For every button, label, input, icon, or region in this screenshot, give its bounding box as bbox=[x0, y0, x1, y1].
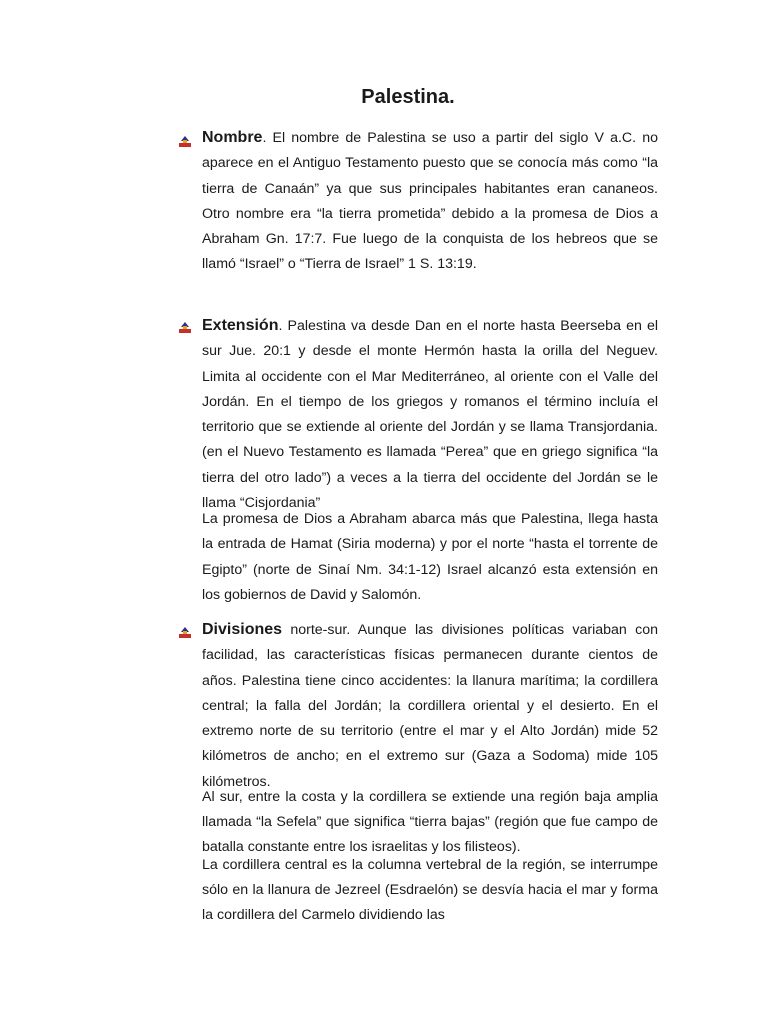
section-extension bbox=[202, 313, 658, 516]
arrow-bullet-icon bbox=[178, 322, 192, 334]
section-divisiones bbox=[202, 617, 658, 795]
section-term: Nombre bbox=[202, 129, 263, 146]
section-text: . Palestina va desde Dan en el norte hasta Beerseba en el sur Jue. 20:1 y desde el monte Hermón hasta la orilla del Neguev. Limita al occidente con el Mar Mediterráneo, al oriente con el Valle del Jordán. En el tiempo de los griegos y romanos el término incluía el territorio que se extiende al oriente del Jordán y se llama Transjordania. (en el Nuevo Testamento es llamada “Perea” que en griego significa “la tierra del otro lado”) a veces a la tierra del occidente del Jordán se le llama “Cisjordania” bbox=[202, 318, 658, 512]
section-term: Divisiones bbox=[202, 621, 283, 638]
section-divisiones-sefela: Al sur, entre la costa y la cordillera se extiende una región baja amplia llamada “la Sefela” que significa “tierra bajas” (región que fue campo de batalla constante entre los israelitas y los filisteos). bbox=[202, 789, 658, 855]
section-extension-continued: La promesa de Dios a Abraham abarca más que Palestina, llega hasta la entrada de Hamat (Siria moderna) y por el norte “hasta el torrente de Egipto” (norte de Sinaí Nm. 34:1-12) Israel alcanzó esta extensión en los gobiernos de David y Salomón. bbox=[202, 511, 658, 603]
section-term: Extensión bbox=[202, 317, 279, 334]
arrow-bullet-icon bbox=[178, 136, 192, 148]
section-text: norte-sur. Aunque las divisiones políticas variaban con facilidad, las características físicas permanecen durante cientos de años. Palestina tiene cinco accidentes: la llanura marítima; la cordillera central; la falla del Jordán; la cordillera oriental y el desierto. En el extremo norte de su territorio (entre el mar y el Alto Jordán) mide 52 kilómetros de ancho; en el extremo sur (Gaza a Sodoma) mide 105 kilómetros. bbox=[202, 622, 658, 790]
section-divisiones-cordillera: La cordillera central es la columna vertebral de la región, se interrumpe sólo en la llanura de Jezreel (Esdraelón) se desvía hacia el mar y forma la cordillera del Carmelo dividiendo las bbox=[202, 857, 658, 923]
section-nombre bbox=[202, 125, 658, 278]
arrow-bullet-icon bbox=[178, 627, 192, 639]
section-text: . El nombre de Palestina se uso a partir del siglo V a.C. no aparece en el Antiguo Testamento puesto que se conocía más como “la tierra de Canaán” ya que sus principales habitantes eran cananeos. Otro nombre era “la tierra prometida” debido a la promesa de Dios a Abraham Gn. 17:7. Fue luego de la conquista de los hebreos que se llamó “Israel” o “Tierra de Israel” 1 S. 13:19. bbox=[202, 130, 658, 273]
page-title: Palestina. bbox=[361, 86, 455, 108]
